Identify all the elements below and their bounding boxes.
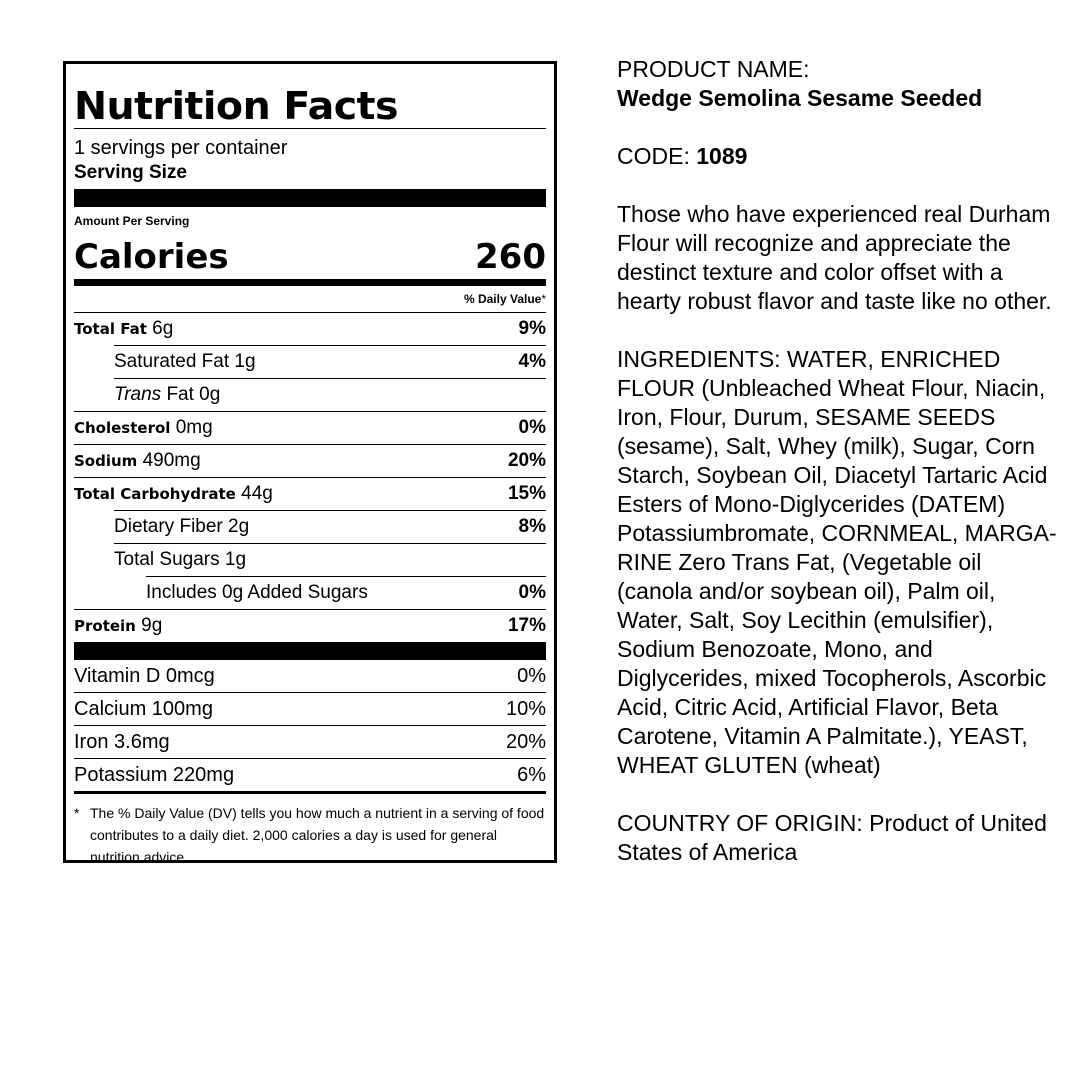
nutrient-row-protein: Protein 9g 17% [74, 609, 546, 642]
daily-value-header: % Daily Value* [463, 292, 546, 306]
amount-per-serving: Amount Per Serving [74, 214, 190, 228]
serving-size: Serving Size [74, 162, 187, 183]
calories-row [74, 239, 546, 275]
product-name: Wedge Semolina Sesame Seeded [617, 85, 983, 111]
servings-per-container: 1 servings per container [74, 137, 288, 159]
daily-value-footnote: * The % Daily Value (DV) tells you how much a nutrient in a serving of food contributes to a daily diet. 2,000 calories a day is used for general nutrition advice. [74, 805, 545, 865]
ingredients: INGREDIENTS: WATER, ENRICHED FLOUR (Unbleached Wheat Flour, Niacin, Iron, Flour, Durum, SESAME SEEDS (sesame), Salt, Whey (milk), Sugar, Corn Starch, Soybean Oil, Diacetyl Tartaric Acid Esters of Mono-Diglycerides (DATEM) Potassiumbromate, CORNMEAL, MARGARINE Zero Trans Fat, (Vegetable oil (canola and/or soybean oil), Palm oil, Water, Salt, Soy Lecithin (emulsifier), Sodium Benozoate, Mono, and Diglycerides, mixed Tocopherols, Ascorbic Acid, Citric Acid, Artificial Flavor, Beta Carotene, Vitamin A Palmitate.), YEAST, WHEAT GLUTEN (wheat) [617, 346, 1057, 778]
product-code: CODE: 1089 [617, 143, 748, 169]
calories-value: 260 [475, 237, 546, 277]
thick-divider [74, 642, 546, 660]
nutrient-row-saturated-fat: Saturated Fat 1g 4% [114, 345, 546, 378]
vitamin-row-calcium: Calcium 100mg 10% [74, 693, 546, 726]
product-name-label: PRODUCT NAME: [617, 56, 810, 82]
thick-divider [74, 279, 546, 286]
product-description: Those who have experienced real Durham Flour will recognize and appreciate the destinct texture and color offset with a hearty robust flavor and taste like no other. [617, 201, 1052, 314]
country-of-origin: COUNTRY OF ORIGIN: Product of United States of America [617, 810, 1047, 865]
calories-label: Calories [74, 237, 229, 277]
nutrient-row-dietary-fiber: Dietary Fiber 2g 8% [114, 510, 546, 543]
nutrient-row-total-fat: Total Fat 6g 9% [74, 312, 546, 345]
product-info [617, 55, 1057, 867]
nutrient-row-trans-fat: Trans Fat 0g [114, 378, 546, 411]
nutrient-row-sodium: Sodium 490mg 20% [74, 444, 546, 477]
nutrition-facts-label [63, 61, 557, 863]
nutrient-row-cholesterol: Cholesterol 0mg 0% [74, 411, 546, 444]
vitamin-row-vitamin-d: Vitamin D 0mcg 0% [74, 660, 546, 693]
nutrient-row-added-sugars: Includes 0g Added Sugars 0% [146, 576, 546, 609]
thick-divider [74, 189, 546, 207]
vitamin-row-iron: Iron 3.6mg 20% [74, 726, 546, 759]
nutrition-facts-title: Nutrition Facts [74, 84, 399, 128]
nutrient-row-total-sugars: Total Sugars 1g [114, 543, 546, 576]
vitamin-row-potassium: Potassium 220mg 6% [74, 759, 546, 794]
nutrient-row-total-carbohydrate: Total Carbohydrate 44g 15% [74, 477, 546, 510]
divider [74, 128, 546, 129]
